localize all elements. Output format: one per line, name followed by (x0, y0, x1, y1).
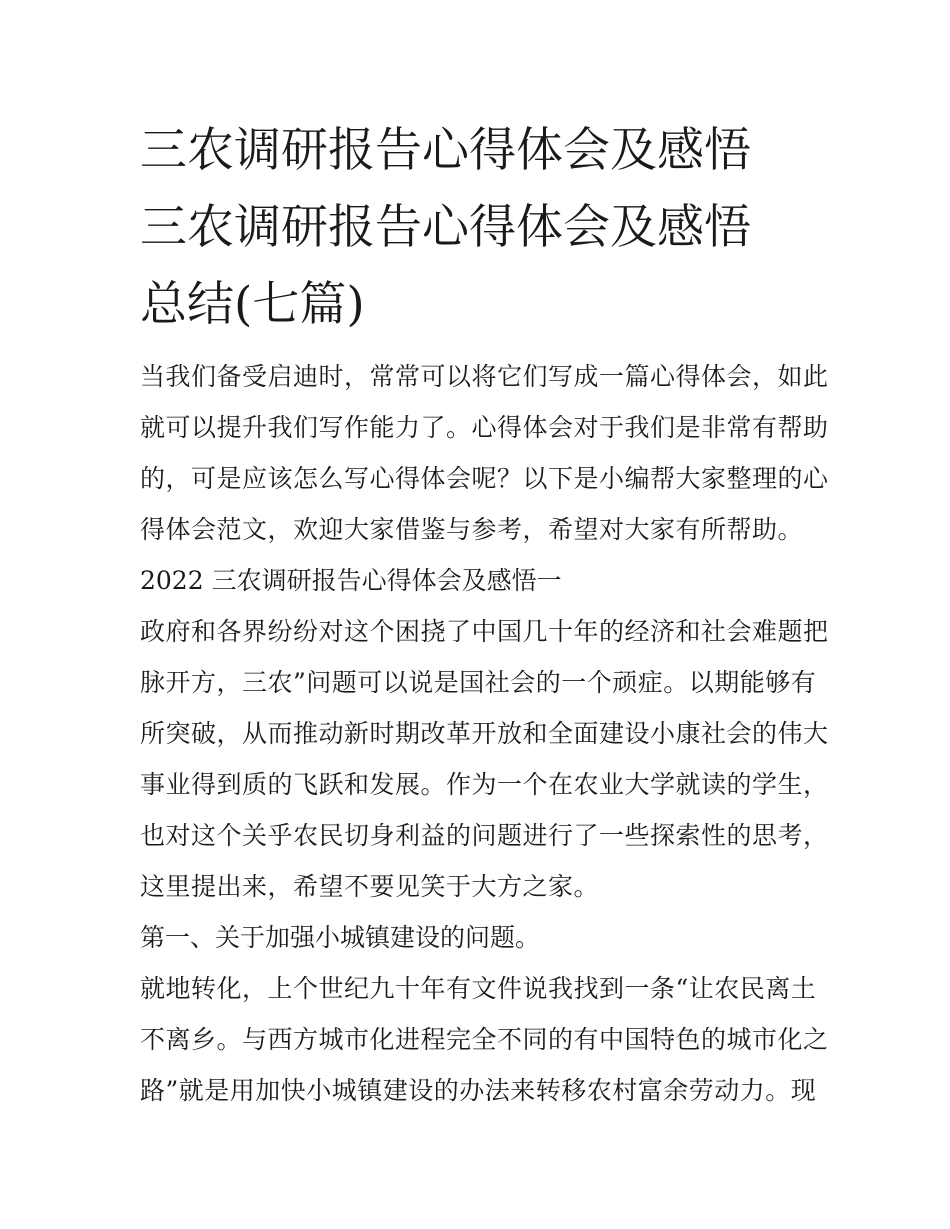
closing-paragraph (140, 963, 829, 1116)
text-line: 事业得到质的飞跃和发展。作为一个在农业大学就读的学生， (140, 770, 829, 799)
text-line: 也对这个关乎农民切身利益的问题进行了一些探索性的思考， (140, 821, 829, 850)
body-paragraph (140, 606, 829, 912)
title-line: 三农调研报告心得体会及感悟 (140, 200, 751, 255)
text-line: 所突破，从而推动新时期改革开放和全面建设小康社会的伟大 (140, 719, 829, 748)
text-line: 路”就是用加快小城镇建设的办法来转移农村富余劳动力。现 (140, 1076, 817, 1105)
section-heading: 2022 三农调研报告心得体会及感悟一 (140, 566, 562, 595)
document-title (140, 112, 820, 343)
text-line: 政府和各界纷纷对这个困挠了中国几十年的经济和社会难题把 (140, 617, 829, 646)
title-line: 三农调研报告心得体会及感悟 (140, 123, 751, 178)
text-line: 不离乡。与西方城市化进程完全不同的有中国特色的城市化之 (140, 1025, 829, 1054)
text-line: 就可以提升我们写作能力了。心得体会对于我们是非常有帮助 (140, 413, 829, 442)
text-line: 的，可是应该怎么写心得体会呢？以下是小编帮大家整理的心 (140, 464, 829, 493)
subheading: 第一、关于加强小城镇建设的问题。 (140, 923, 541, 952)
title-line: 总结(七篇) (140, 277, 365, 332)
text-line: 脉开方，三农”问题可以说是国社会的一个顽症。以期能够有 (140, 668, 817, 697)
document-page (140, 112, 829, 1116)
text-line: 当我们备受启迪时，常常可以将它们写成一篇心得体会，如此 (140, 362, 829, 391)
text-line: 得体会范文，欢迎大家借鉴与参考，希望对大家有所帮助。 (140, 515, 804, 544)
text-line: 这里提出来，希望不要见笑于大方之家。 (140, 872, 600, 901)
text-line: 就地转化，上个世纪九十年有文件说我找到一条“让农民离土 (140, 974, 817, 1003)
intro-paragraph (140, 351, 829, 555)
